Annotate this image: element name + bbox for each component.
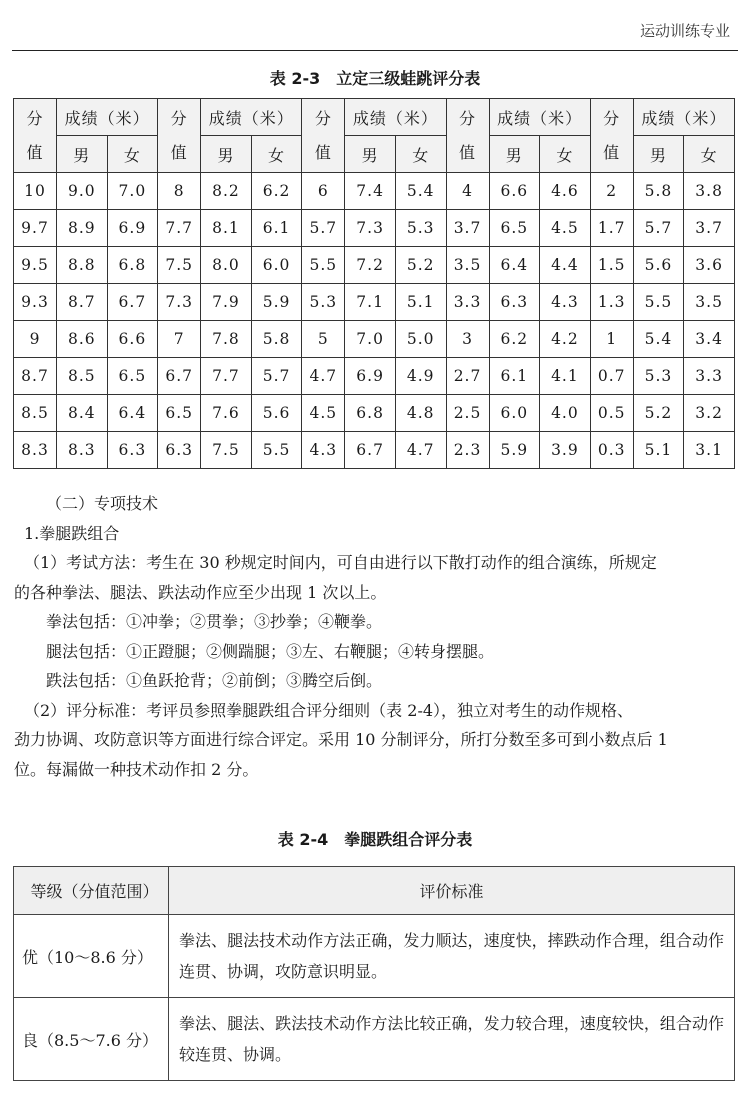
female-cell: 3.7 — [684, 210, 735, 247]
female-cell: 3.4 — [684, 321, 735, 358]
female-cell: 5.0 — [395, 321, 446, 358]
score-cell: 3.7 — [446, 210, 489, 247]
score-cell: 8.5 — [14, 395, 57, 432]
male-cell: 6.4 — [489, 247, 540, 284]
score-cell: 0.3 — [590, 432, 633, 469]
female-header: 女 — [251, 136, 302, 173]
score-cell: 9 — [14, 321, 57, 358]
female-cell: 5.8 — [251, 321, 302, 358]
female-cell: 6.1 — [251, 210, 302, 247]
score-header: 分 值 — [302, 99, 345, 173]
table-2-4-caption: 表 2-4 拳腿跌组合评分表 — [277, 830, 473, 849]
male-cell: 5.1 — [633, 432, 684, 469]
female-cell: 5.7 — [251, 358, 302, 395]
table-row — [14, 173, 735, 210]
female-cell: 4.5 — [540, 210, 591, 247]
female-cell: 6.3 — [107, 432, 158, 469]
score-cell: 9.7 — [14, 210, 57, 247]
male-cell: 7.9 — [201, 284, 252, 321]
female-cell: 3.6 — [684, 247, 735, 284]
score-cell: 5.7 — [302, 210, 345, 247]
criteria-line-1: （2）评分标准：考评员参照拳腿跌组合评分细则（表 2-4），独立对考生的动作规格、 — [24, 700, 634, 720]
score-cell: 5 — [302, 321, 345, 358]
score-cell: 7.5 — [158, 247, 201, 284]
table-row — [14, 395, 735, 432]
table-row — [14, 358, 735, 395]
score-cell: 7.3 — [158, 284, 201, 321]
score-cell: 5.3 — [302, 284, 345, 321]
table-row — [14, 998, 735, 1081]
female-cell: 5.9 — [251, 284, 302, 321]
score-header: 分 值 — [446, 99, 489, 173]
score-cell: 4.3 — [302, 432, 345, 469]
male-cell: 7.0 — [345, 321, 396, 358]
female-cell: 6.6 — [107, 321, 158, 358]
criteria-line-3: 位。每漏做一种技术动作扣 2 分。 — [14, 759, 259, 779]
female-cell: 3.9 — [540, 432, 591, 469]
method-line-1: （1）考试方法：考生在 30 秒规定时间内，可自由进行以下散打动作的组合演练，所规定 — [24, 553, 657, 572]
male-cell: 7.3 — [345, 210, 396, 247]
male-cell: 6.1 — [489, 358, 540, 395]
score-cell: 3.5 — [446, 247, 489, 284]
table-row — [14, 321, 735, 358]
female-cell: 5.6 — [251, 395, 302, 432]
female-cell: 4.1 — [540, 358, 591, 395]
female-cell: 5.1 — [395, 284, 446, 321]
score-cell: 7.7 — [158, 210, 201, 247]
score-cell: 4.5 — [302, 395, 345, 432]
female-cell: 4.9 — [395, 358, 446, 395]
female-cell: 6.2 — [251, 173, 302, 210]
female-header: 女 — [540, 136, 591, 173]
male-cell: 6.8 — [345, 395, 396, 432]
combination-score-table — [13, 866, 735, 1081]
score-cell: 2.7 — [446, 358, 489, 395]
score-cell: 4 — [446, 173, 489, 210]
fall-techniques: 跌法包括：①鱼跃抢背；②前倒；③腾空后倒。 — [46, 671, 383, 690]
female-cell: 7.0 — [107, 173, 158, 210]
table-header-row — [14, 99, 735, 136]
female-cell: 4.7 — [395, 432, 446, 469]
score-cell: 8.7 — [14, 358, 57, 395]
score-cell: 1 — [590, 321, 633, 358]
female-cell: 5.3 — [395, 210, 446, 247]
grade-cell: 良（8.5～7.6 分） — [14, 998, 169, 1081]
female-cell: 4.6 — [540, 173, 591, 210]
result-header: 成绩（米） — [633, 99, 734, 136]
male-cell: 8.8 — [57, 247, 108, 284]
result-header: 成绩（米） — [489, 99, 590, 136]
male-cell: 8.3 — [57, 432, 108, 469]
male-cell: 7.1 — [345, 284, 396, 321]
female-cell: 3.3 — [684, 358, 735, 395]
male-cell: 5.9 — [489, 432, 540, 469]
female-cell: 6.4 — [107, 395, 158, 432]
male-cell: 8.2 — [201, 173, 252, 210]
female-cell: 5.4 — [395, 173, 446, 210]
female-cell: 5.5 — [251, 432, 302, 469]
male-cell: 5.3 — [633, 358, 684, 395]
subheading: 1.拳腿跌组合 — [24, 523, 120, 543]
male-cell: 6.9 — [345, 358, 396, 395]
female-cell: 4.8 — [395, 395, 446, 432]
male-cell: 5.4 — [633, 321, 684, 358]
male-cell: 6.5 — [489, 210, 540, 247]
score-cell: 4.7 — [302, 358, 345, 395]
male-cell: 8.9 — [57, 210, 108, 247]
score-cell: 9.3 — [14, 284, 57, 321]
female-cell: 6.7 — [107, 284, 158, 321]
score-cell: 1.5 — [590, 247, 633, 284]
male-cell: 7.6 — [201, 395, 252, 432]
grade-header: 等级（分值范围） — [14, 867, 169, 915]
male-header: 男 — [201, 136, 252, 173]
male-cell: 5.2 — [633, 395, 684, 432]
score-cell: 2.5 — [446, 395, 489, 432]
female-cell: 4.0 — [540, 395, 591, 432]
score-cell: 0.7 — [590, 358, 633, 395]
criteria-line-2: 劲力协调、攻防意识等方面进行综合评定。采用 10 分制评分，所打分数至多可到小数点后 1 — [14, 730, 668, 749]
female-cell: 4.2 — [540, 321, 591, 358]
score-cell: 6.3 — [158, 432, 201, 469]
female-header: 女 — [395, 136, 446, 173]
female-cell: 6.9 — [107, 210, 158, 247]
male-cell: 7.5 — [201, 432, 252, 469]
female-cell: 6.0 — [251, 247, 302, 284]
male-header: 男 — [489, 136, 540, 173]
male-cell: 6.7 — [345, 432, 396, 469]
table-header-row — [14, 867, 735, 915]
score-cell: 1.3 — [590, 284, 633, 321]
table-row — [14, 284, 735, 321]
female-cell: 3.8 — [684, 173, 735, 210]
score-cell: 10 — [14, 173, 57, 210]
male-header: 男 — [345, 136, 396, 173]
female-cell: 3.1 — [684, 432, 735, 469]
result-header: 成绩（米） — [201, 99, 302, 136]
criteria-cell: 拳法、腿法技术动作方法正确，发力顺达，速度快，摔跌动作合理，组合动作连贯、协调，攻防意识明显。 — [169, 915, 735, 998]
male-cell: 5.6 — [633, 247, 684, 284]
female-cell: 6.5 — [107, 358, 158, 395]
female-cell: 4.3 — [540, 284, 591, 321]
criteria-header: 评价标准 — [169, 867, 735, 915]
female-cell: 5.2 — [395, 247, 446, 284]
section-body — [14, 489, 736, 784]
score-cell: 3 — [446, 321, 489, 358]
female-header: 女 — [107, 136, 158, 173]
male-cell: 8.7 — [57, 284, 108, 321]
score-cell: 6.5 — [158, 395, 201, 432]
table-row — [14, 247, 735, 284]
score-cell: 1.7 — [590, 210, 633, 247]
male-cell: 7.4 — [345, 173, 396, 210]
male-cell: 5.5 — [633, 284, 684, 321]
male-header: 男 — [633, 136, 684, 173]
table-2-3-caption: 表 2-3 立定三级蛙跳评分表 — [269, 69, 481, 88]
header-rule — [12, 50, 738, 51]
result-header: 成绩（米） — [345, 99, 446, 136]
leg-techniques: 腿法包括：①正蹬腿；②侧踹腿；③左、右鞭腿；④转身摆腿。 — [46, 641, 495, 661]
method-line-2: 的各种拳法、腿法、跌法动作应至少出现 1 次以上。 — [14, 582, 387, 602]
male-header: 男 — [57, 136, 108, 173]
score-cell: 9.5 — [14, 247, 57, 284]
male-cell: 5.8 — [633, 173, 684, 210]
score-header: 分 值 — [14, 99, 57, 173]
male-cell: 8.5 — [57, 358, 108, 395]
score-cell: 2.3 — [446, 432, 489, 469]
score-cell: 8 — [158, 173, 201, 210]
female-cell: 3.5 — [684, 284, 735, 321]
male-cell: 6.6 — [489, 173, 540, 210]
section-heading: （二）专项技术 — [46, 494, 159, 513]
male-cell: 7.7 — [201, 358, 252, 395]
male-cell: 8.1 — [201, 210, 252, 247]
male-cell: 6.0 — [489, 395, 540, 432]
score-header: 分 值 — [590, 99, 633, 173]
standing-triple-jump-score-table — [13, 98, 735, 469]
running-head: 运动训练专业 — [639, 22, 730, 40]
table-row — [14, 432, 735, 469]
male-cell: 7.2 — [345, 247, 396, 284]
female-header: 女 — [684, 136, 735, 173]
female-cell: 4.4 — [540, 247, 591, 284]
score-cell: 3.3 — [446, 284, 489, 321]
male-cell: 8.6 — [57, 321, 108, 358]
male-cell: 8.4 — [57, 395, 108, 432]
score-cell: 2 — [590, 173, 633, 210]
female-cell: 3.2 — [684, 395, 735, 432]
score-cell: 5.5 — [302, 247, 345, 284]
female-cell: 6.8 — [107, 247, 158, 284]
male-cell: 7.8 — [201, 321, 252, 358]
criteria-cell: 拳法、腿法、跌法技术动作方法比较正确，发力较合理，速度较快，组合动作较连贯、协调。 — [169, 998, 735, 1081]
male-cell: 5.7 — [633, 210, 684, 247]
table-row — [14, 210, 735, 247]
score-header: 分 值 — [158, 99, 201, 173]
score-cell: 8.3 — [14, 432, 57, 469]
score-cell: 0.5 — [590, 395, 633, 432]
male-cell: 8.0 — [201, 247, 252, 284]
result-header: 成绩（米） — [57, 99, 158, 136]
score-cell: 6.7 — [158, 358, 201, 395]
male-cell: 9.0 — [57, 173, 108, 210]
male-cell: 6.2 — [489, 321, 540, 358]
score-cell: 6 — [302, 173, 345, 210]
fist-techniques: 拳法包括：①冲拳；②贯拳；③抄拳；④鞭拳。 — [46, 612, 383, 631]
grade-cell: 优（10～8.6 分） — [14, 915, 169, 998]
table-row — [14, 915, 735, 998]
male-cell: 6.3 — [489, 284, 540, 321]
score-cell: 7 — [158, 321, 201, 358]
